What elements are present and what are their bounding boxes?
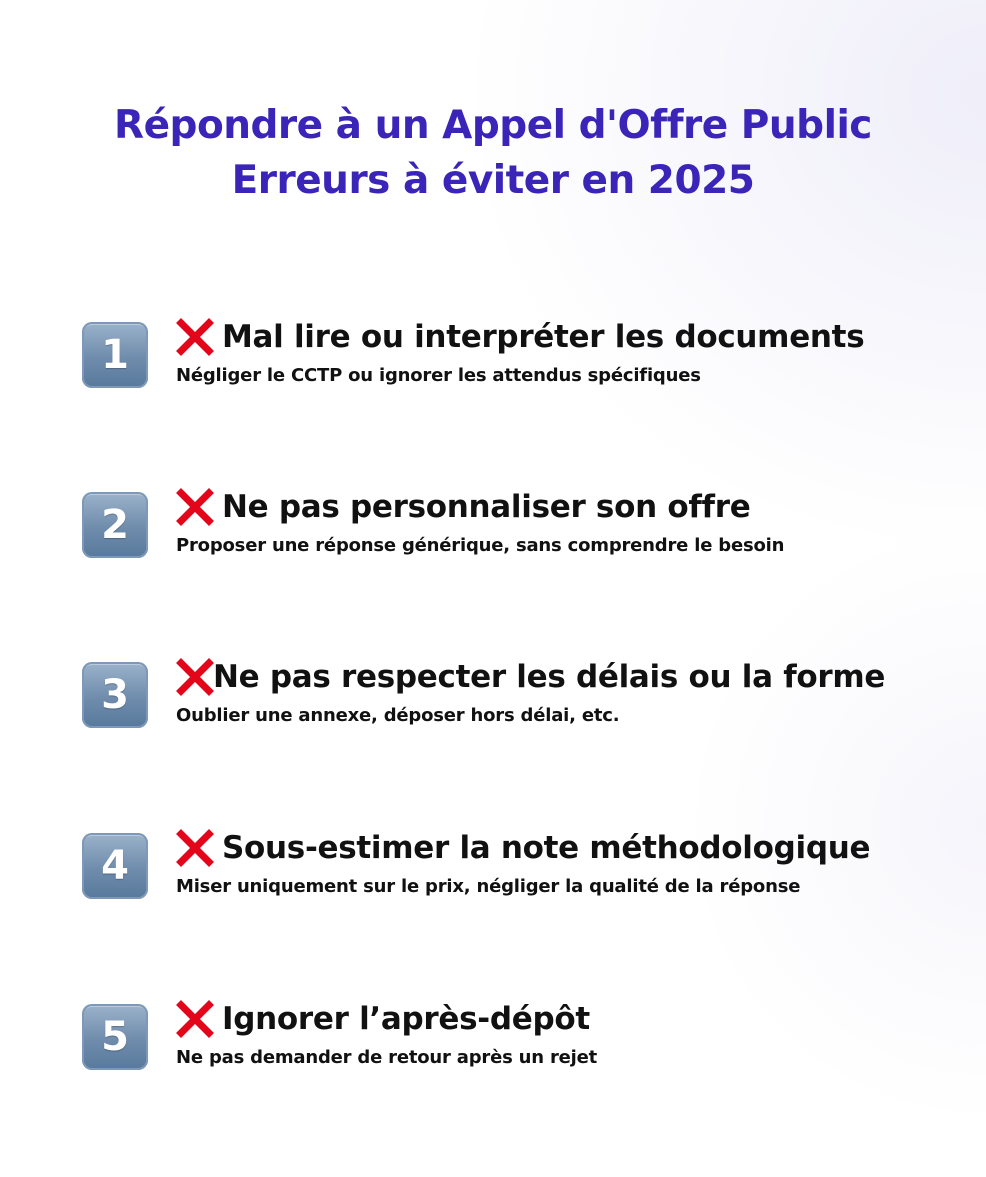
item-title: Ne pas respecter les délais ou la forme xyxy=(213,659,886,695)
item-description: Négliger le CCTP ou ignorer les attendus spécifiques xyxy=(176,365,701,386)
number-badge: 2 xyxy=(82,492,148,558)
cross-mark-icon xyxy=(176,658,214,696)
list-item xyxy=(82,658,962,748)
number-badge: 5 xyxy=(82,1004,148,1070)
list-item xyxy=(82,1000,962,1090)
page-title-line-1: Répondre à un Appel d'Offre Public xyxy=(114,103,872,148)
item-title: Ne pas personnaliser son offre xyxy=(222,489,751,525)
item-description: Oublier une annexe, déposer hors délai, etc. xyxy=(176,705,620,726)
item-title: Mal lire ou interpréter les documents xyxy=(222,319,865,355)
list-item xyxy=(82,488,962,578)
cross-mark-icon xyxy=(176,318,214,356)
number-badge: 3 xyxy=(82,662,148,728)
number-badge: 4 xyxy=(82,833,148,899)
item-description: Ne pas demander de retour après un rejet xyxy=(176,1047,598,1068)
page-title xyxy=(0,98,986,208)
cross-mark-icon xyxy=(176,1000,214,1038)
item-title: Ignorer l’après-dépôt xyxy=(222,1001,590,1037)
list-item xyxy=(82,318,962,408)
page-title-line-2: Erreurs à éviter en 2025 xyxy=(231,158,755,203)
item-description: Proposer une réponse générique, sans comprendre le besoin xyxy=(176,535,785,556)
list-item xyxy=(82,829,962,919)
item-title: Sous-estimer la note méthodologique xyxy=(222,830,871,866)
number-badge: 1 xyxy=(82,322,148,388)
cross-mark-icon xyxy=(176,488,214,526)
cross-mark-icon xyxy=(176,829,214,867)
item-description: Miser uniquement sur le prix, négliger la qualité de la réponse xyxy=(176,876,801,897)
